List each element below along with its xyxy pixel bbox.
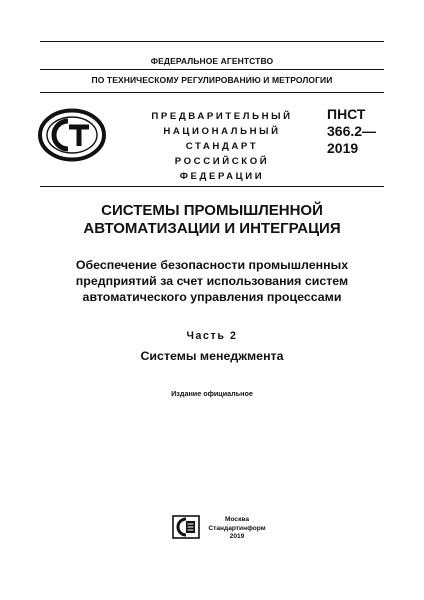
top-rule xyxy=(40,41,384,42)
agency-name-line1: ФЕДЕРАЛЬНОЕ АГЕНТСТВО xyxy=(150,56,274,66)
standard-type-line: СТАНДАРТ xyxy=(185,141,259,152)
document-subtitle-line: автоматического управления процессами xyxy=(82,290,342,304)
standard-type-line: ПРЕДВАРИТЕЛЬНЫЙ xyxy=(151,111,293,122)
part-label: Часть 2 xyxy=(186,330,238,342)
part-title: Системы менеджмента xyxy=(140,349,284,363)
standard-type-line: ФЕДЕРАЦИИ xyxy=(179,171,265,182)
edition-label: Издание официальное xyxy=(171,389,253,398)
standard-type-line: РОССИЙСКОЙ xyxy=(174,156,270,167)
standard-rule xyxy=(40,186,384,187)
standard-number-line: ПНСТ xyxy=(327,106,366,122)
standard-number-line: 2019 xyxy=(327,140,359,156)
document-subtitle-line: Обеспечение безопасности промышленных xyxy=(75,258,349,272)
header-rule xyxy=(40,92,384,93)
gost-r-emblem-icon xyxy=(37,108,107,162)
publisher-year: 2019 xyxy=(229,533,245,541)
document-subtitle-line: предприятий за счет использования систем xyxy=(75,274,349,288)
publisher-city: Москва xyxy=(224,516,250,523)
standard-type xyxy=(128,109,316,184)
publisher-name: Стандартинформ xyxy=(208,524,266,532)
standard-number-line: 366.2— xyxy=(327,123,377,139)
publisher-info xyxy=(202,516,272,542)
standard-number xyxy=(327,106,376,157)
document-title xyxy=(40,202,384,238)
standard-type-line: НАЦИОНАЛЬНЫЙ xyxy=(163,126,281,137)
standartinform-logo-icon xyxy=(172,515,200,539)
agency-name-line2: ПО ТЕХНИЧЕСКОМУ РЕГУЛИРОВАНИЮ И МЕТРОЛОГИИ xyxy=(91,75,333,85)
document-subtitle xyxy=(40,257,384,305)
document-title-line: СИСТЕМЫ ПРОМЫШЛЕННОЙ xyxy=(101,202,323,219)
agency-rule xyxy=(40,69,384,70)
document-title-line: АВТОМАТИЗАЦИИ И ИНТЕГРАЦИЯ xyxy=(83,220,341,237)
